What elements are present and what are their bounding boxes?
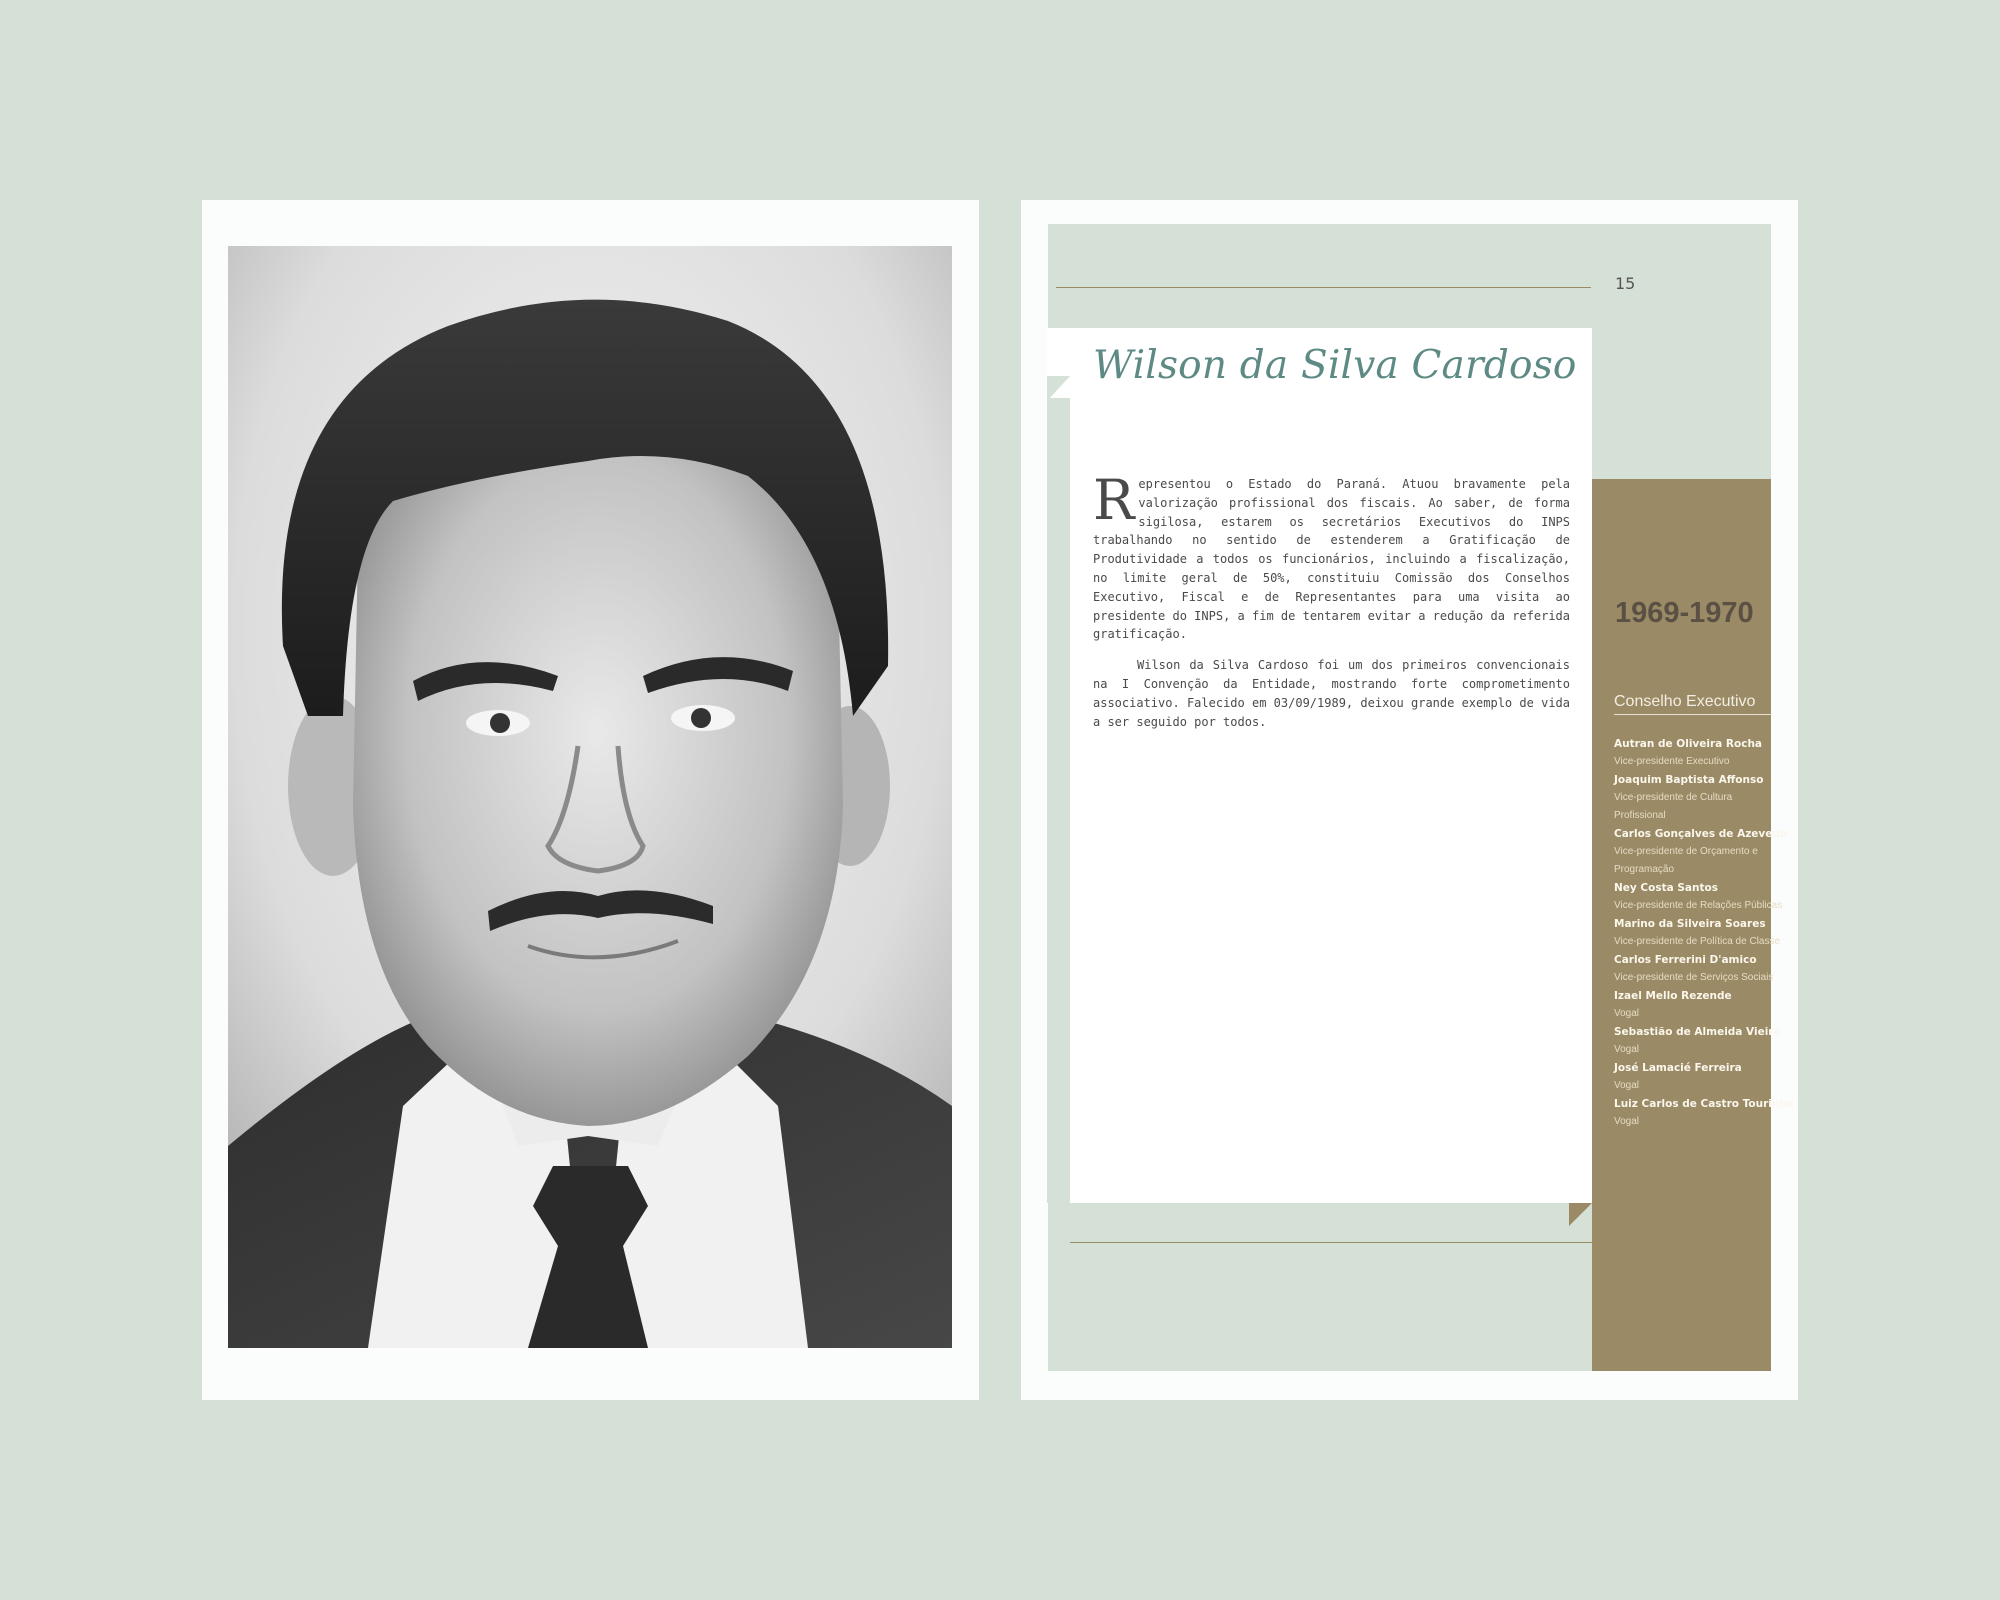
member-name: Sebastião de Almeida Vieira: [1614, 1026, 1781, 1038]
council-sidebar: [1592, 479, 1795, 1371]
paragraph-1-text: epresentou o Estado do Paraná. Atuou bravamente pela valorização profissional dos fiscais. Ao saber, de forma sigilosa, estarem os secretários Executivos do INPS trabalhando no sentido de estenderem a Gratificação de Produtividade a todos os funcionários, incluindo a fiscalização, no limite geral de 50%, constituiu Comissão dos Conselhos Executivo, Fiscal e de Representantes para uma visita ao presidente do INPS, a fim de tentarem evitar a redução da referida gratificação.: [1093, 477, 1570, 642]
member-role: Vice-presidente de Serviços Sociais: [1614, 972, 1774, 983]
member-role: Vogal: [1614, 1008, 1640, 1019]
member-name: Joaquim Baptista Affonso: [1614, 774, 1764, 786]
page-number: 15: [1615, 274, 1636, 293]
council-member: [1614, 1059, 1771, 1095]
member-name: Izael Mello Rezende: [1614, 990, 1732, 1002]
council-member: [1614, 915, 1781, 951]
biography-paragraph-2: Wilson da Silva Cardoso foi um dos primeiros convencionais na I Convenção da Entidade, mostrando forte comprometimento associativo. Falecido em 03/09/1989, deixou grande exemplo de vida a ser seguido por todos.: [1093, 658, 1570, 729]
biography-paragraph-1: [1093, 468, 1570, 644]
biography-text: [1093, 468, 1570, 731]
member-role: Vice-presidente de Relações Públicas: [1614, 900, 1783, 911]
member-name: Carlos Gonçalves de Azevedo: [1614, 828, 1788, 840]
term-years: 1969-1970: [1615, 597, 1754, 629]
member-name: Carlos Ferrerini D'amico: [1614, 954, 1757, 966]
member-role: Vogal: [1614, 1080, 1640, 1091]
right-page: [1021, 200, 1798, 1400]
member-role: Vice-presidente de Política de Classe: [1614, 936, 1781, 947]
council-member: [1614, 771, 1771, 825]
drop-cap-letter: R: [1093, 468, 1135, 532]
panel-fold-corner-bottom: [1569, 1203, 1592, 1226]
council-member: [1614, 1095, 1795, 1131]
council-member: [1614, 951, 1774, 987]
council-member: [1614, 735, 1771, 771]
portrait-drawing: [228, 246, 952, 1348]
council-member: [1614, 879, 1783, 915]
person-name-title: Wilson da Silva Cardoso: [1093, 343, 1577, 388]
member-name: Luiz Carlos de Castro Tourinho: [1614, 1098, 1795, 1110]
member-role: Vice-presidente de Cultura Profissional: [1614, 792, 1733, 821]
member-role: Vogal: [1614, 1116, 1640, 1127]
top-rule-line: [1056, 287, 1591, 288]
council-member: [1614, 825, 1788, 879]
panel-fold-edge: [1047, 398, 1070, 1203]
portrait-image: [228, 246, 952, 1348]
council-member: [1614, 987, 1771, 1023]
member-role: Vice-presidente de Orçamento e Programação: [1614, 846, 1758, 875]
council-member-list: [1614, 735, 1795, 1131]
left-page: [202, 200, 979, 1400]
council-member: [1614, 1023, 1781, 1059]
council-heading: Conselho Executivo: [1614, 693, 1771, 715]
member-role: Vogal: [1614, 1044, 1640, 1055]
member-name: José Lamacié Ferreira: [1614, 1062, 1742, 1074]
bottom-rule-line: [1070, 1242, 1592, 1243]
member-name: Autran de Oliveira Rocha: [1614, 738, 1762, 750]
member-name: Marino da Silveira Soares: [1614, 918, 1766, 930]
member-role: Vice-presidente Executivo: [1614, 756, 1730, 767]
member-name: Ney Costa Santos: [1614, 882, 1718, 894]
biography-panel: [1047, 328, 1592, 1203]
